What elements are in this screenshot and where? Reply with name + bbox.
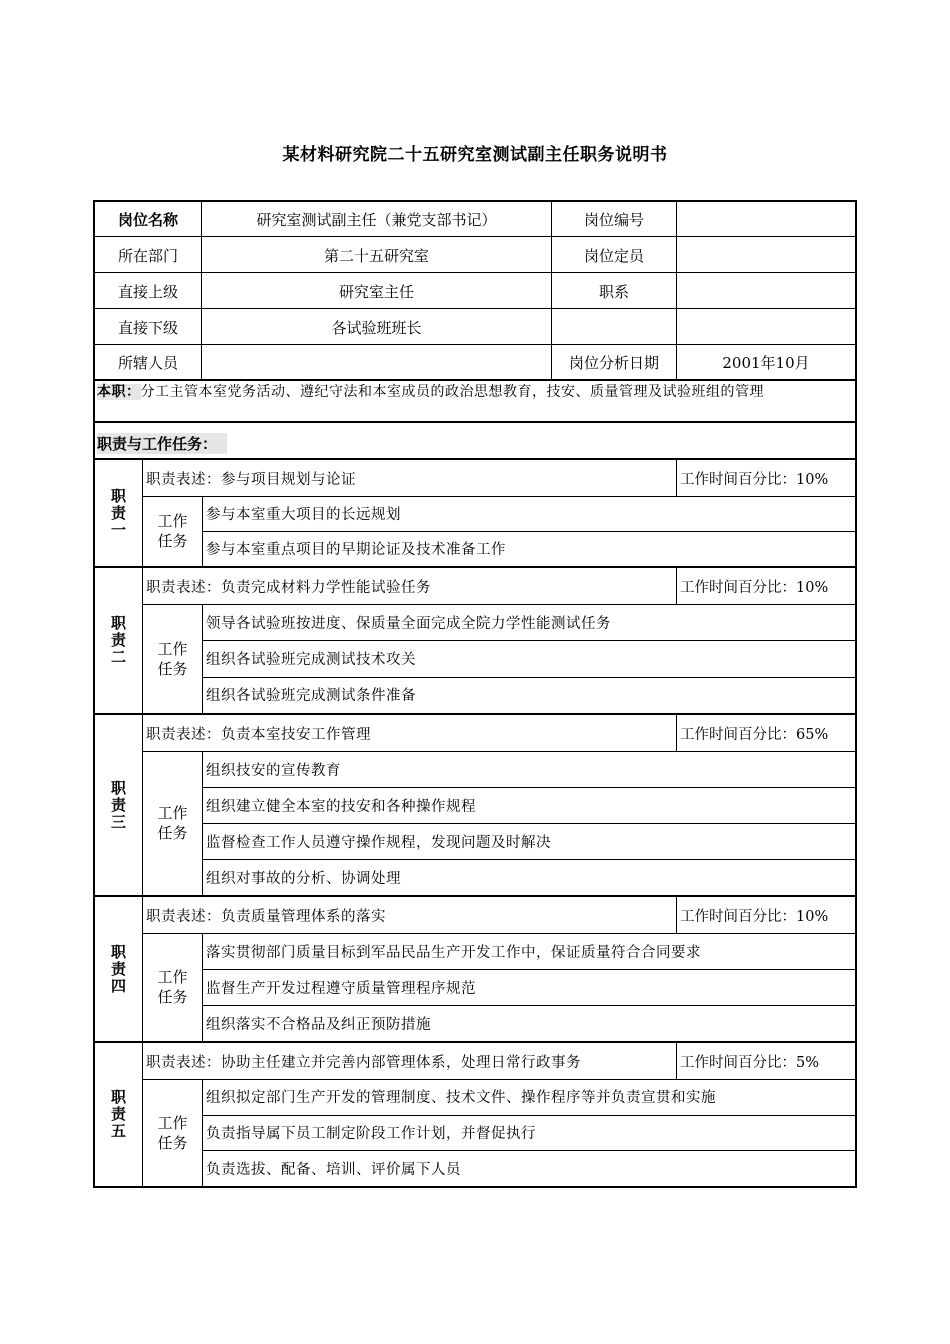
task-item: 落实贯彻部门质量目标到军品民品生产开发工作中，保证质量符合合同要求 xyxy=(206,944,701,961)
duty-block xyxy=(93,568,857,715)
duty-time-percentage: 工作时间百分比：10% xyxy=(680,471,829,488)
duty-description: 职责表述：协助主任建立并完善内部管理体系，处理日常行政事务 xyxy=(146,1054,581,1071)
task-item: 监督检查工作人员遵守操作规程，发现问题及时解决 xyxy=(206,834,551,851)
value-job-family xyxy=(677,273,855,309)
label-empty xyxy=(552,309,676,345)
value-subordinates: 各试验班班长 xyxy=(331,318,422,337)
label-superior: 直接上级 xyxy=(117,282,178,301)
label-analysis-date: 岗位分析日期 xyxy=(568,353,659,372)
task-label: 工作任务 xyxy=(157,639,188,678)
duty-block xyxy=(93,897,857,1043)
task-item: 组织落实不合格品及纠正预防措施 xyxy=(206,1016,431,1033)
task-item: 组织建立健全本室的技安和各种操作规程 xyxy=(206,798,476,815)
value-staff xyxy=(202,345,551,379)
task-label: 工作任务 xyxy=(157,804,188,842)
label-position-name: 岗位名称 xyxy=(117,211,178,229)
duty-block xyxy=(93,458,857,568)
duty-block xyxy=(93,1043,857,1188)
label-subordinates: 直接下级 xyxy=(117,318,178,337)
value-analysis-date: 2001年10月 xyxy=(722,353,810,372)
page-title: 某材料研究院二十五研究室测试副主任职务说明书 xyxy=(282,145,668,165)
duty-time-percentage: 工作时间百分比：5% xyxy=(680,1054,820,1071)
duty-label: 职责一 xyxy=(109,487,127,539)
duty-label: 职责二 xyxy=(109,615,127,666)
job-summary xyxy=(93,381,857,422)
value-empty xyxy=(677,309,855,345)
task-item: 参与本室重大项目的长远规划 xyxy=(206,507,401,523)
value-headcount xyxy=(677,237,855,273)
duty-time-percentage: 工作时间百分比：10% xyxy=(680,579,829,596)
task-item: 组织各试验班完成测试技术攻关 xyxy=(206,651,416,668)
task-item: 监督生产开发过程遵守质量管理程序规范 xyxy=(206,980,476,997)
task-label: 工作任务 xyxy=(157,968,188,1006)
duty-label: 职责四 xyxy=(109,943,127,995)
task-item: 负责指导属下员工制定阶段工作计划，并督促执行 xyxy=(206,1125,536,1142)
duty-time-percentage: 工作时间百分比：65% xyxy=(680,726,829,743)
duty-block xyxy=(93,715,857,897)
summary-label: 本职： xyxy=(97,384,141,400)
task-item: 参与本室重点项目的早期论证及技术准备工作 xyxy=(206,542,506,558)
label-job-family: 职系 xyxy=(598,282,629,301)
label-staff: 所辖人员 xyxy=(117,353,178,372)
summary-text: 分工主管本室党务活动、遵纪守法和本室成员的政治思想教育，技安、质量管理及试验班组的管理 xyxy=(140,384,764,400)
duties-header: 职责与工作任务： xyxy=(97,433,227,454)
task-item: 组织拟定部门生产开发的管理制度、技术文件、操作程序等并负责宣贯和实施 xyxy=(206,1090,716,1107)
duty-description: 职责表述：参与项目规划与论证 xyxy=(146,471,356,488)
duty-description: 职责表述：负责本室技安工作管理 xyxy=(146,726,371,743)
task-item: 组织技安的宣传教育 xyxy=(206,762,341,779)
task-label: 工作任务 xyxy=(157,512,188,550)
value-position-name: 研究室测试副主任（兼党支部书记） xyxy=(256,211,497,229)
duty-description: 职责表述：负责完成材料力学性能试验任务 xyxy=(146,579,431,596)
duties-header-row xyxy=(93,421,857,458)
task-item: 组织对事故的分析、协调处理 xyxy=(206,870,401,887)
label-headcount: 岗位定员 xyxy=(583,246,644,265)
duty-label: 职责三 xyxy=(109,779,127,831)
value-superior: 研究室主任 xyxy=(338,282,414,301)
value-position-code xyxy=(677,202,855,237)
task-label: 工作任务 xyxy=(157,1113,188,1152)
task-item: 领导各试验班按进度、保质量全面完成全院力学性能测试任务 xyxy=(206,615,611,632)
task-item: 负责选拔、配备、培训、评价属下人员 xyxy=(206,1161,461,1178)
job-info-table xyxy=(93,200,857,381)
label-department: 所在部门 xyxy=(117,246,178,265)
duty-label: 职责五 xyxy=(109,1089,127,1140)
task-item: 组织各试验班完成测试条件准备 xyxy=(206,688,416,705)
value-department: 第二十五研究室 xyxy=(323,246,429,265)
duty-description: 职责表述：负责质量管理体系的落实 xyxy=(146,908,386,925)
duty-time-percentage: 工作时间百分比：10% xyxy=(680,908,829,925)
label-position-code: 岗位编号 xyxy=(583,211,644,229)
